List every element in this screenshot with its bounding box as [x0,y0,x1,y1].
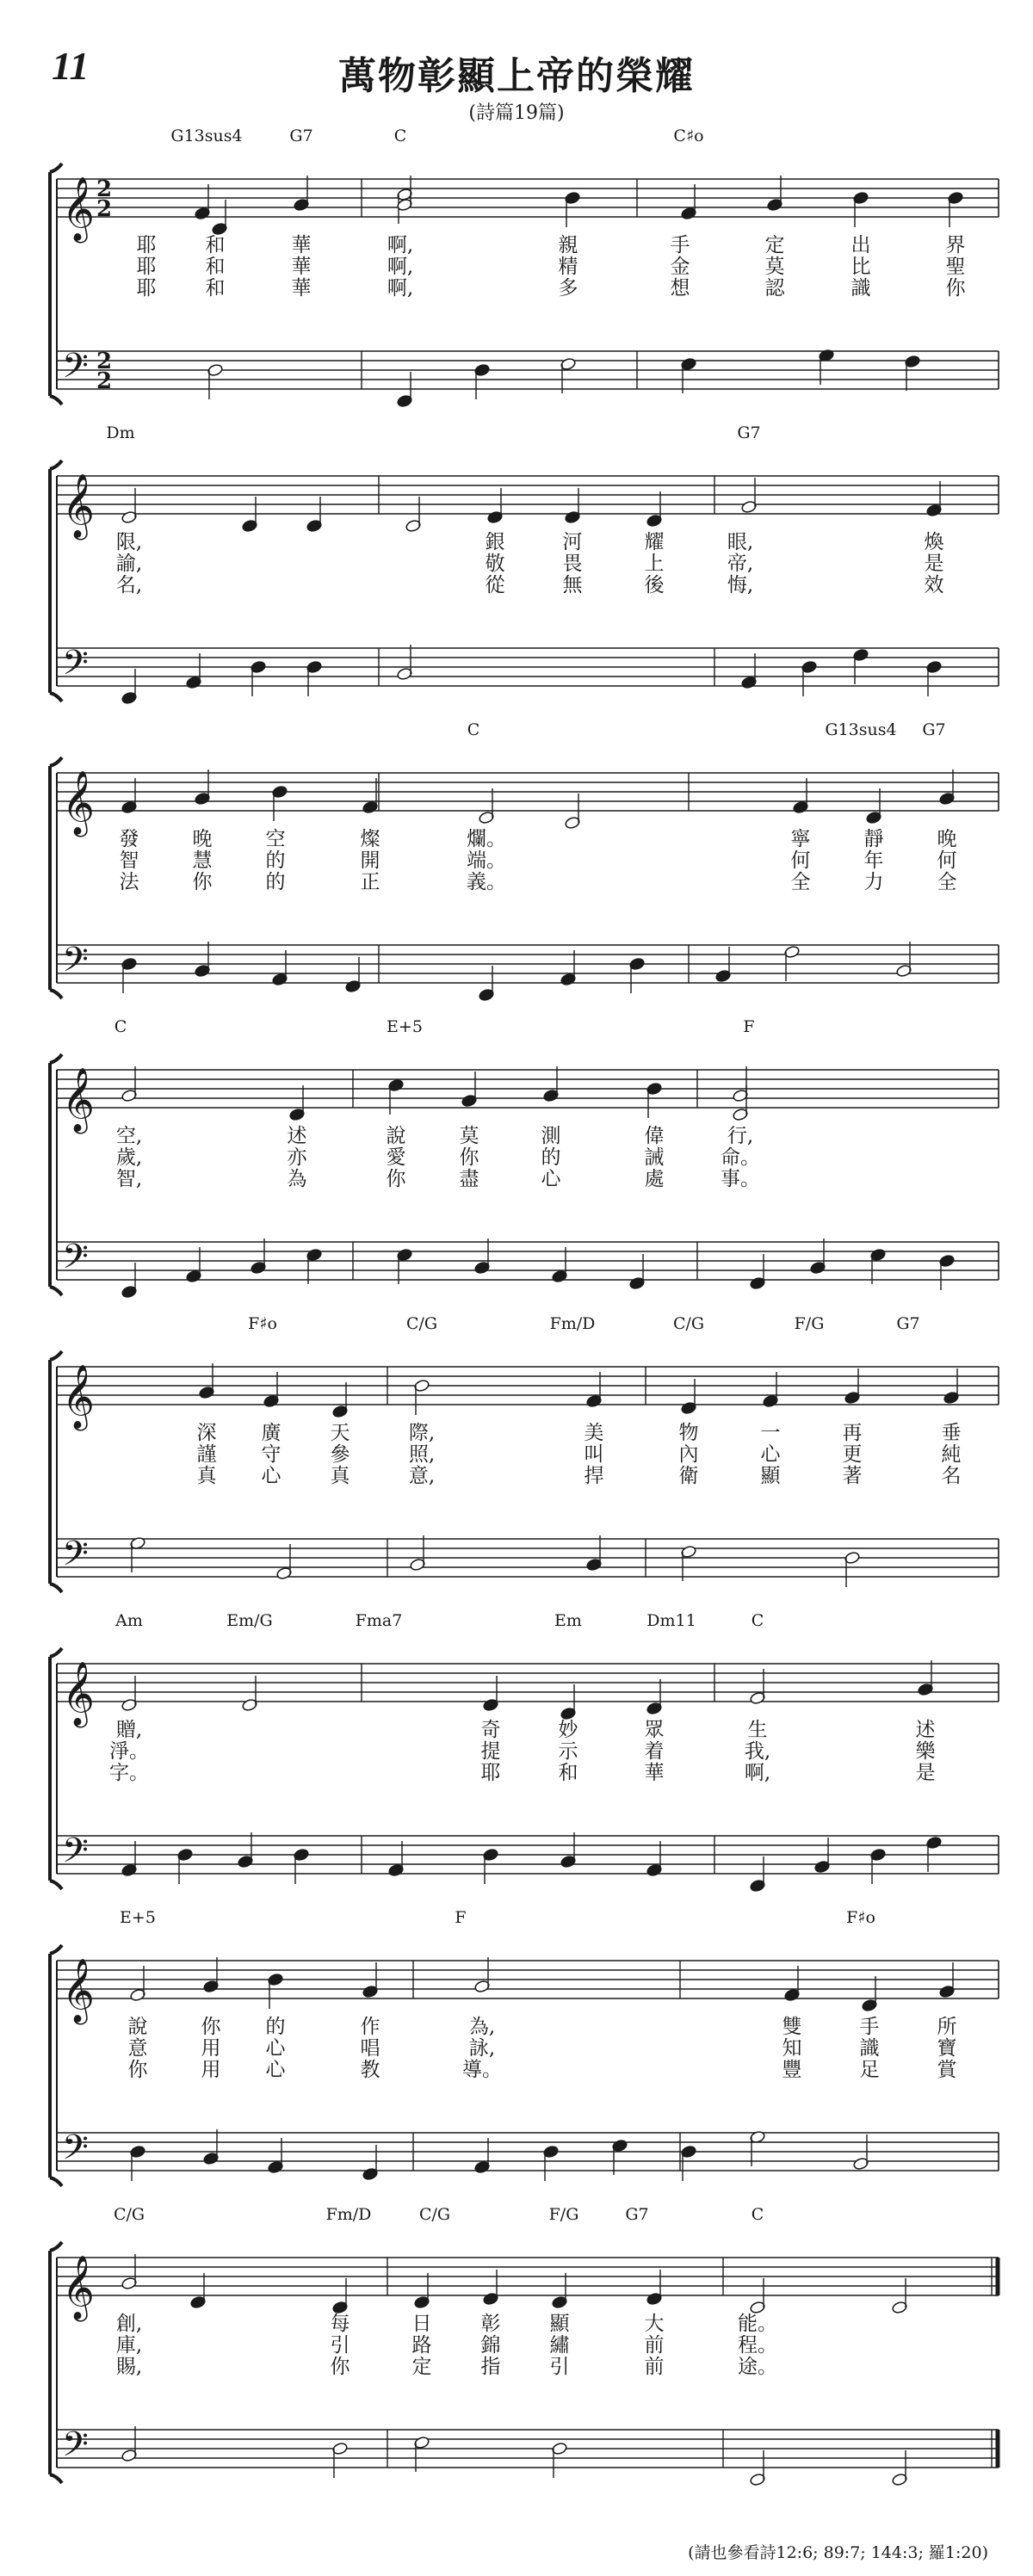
score-system [0,1317,1033,1618]
lyric-syllable: 奇 [480,1719,501,1741]
lyric-syllable: 是 [915,1762,936,1784]
lyric-syllable: 天 [330,1422,350,1444]
lyric-syllable: 年 [863,849,884,872]
lyric-syllable: 賞 [937,2059,957,2081]
bass-clef-icon: 𝄢 [62,643,89,691]
lyric-syllable: 和 [558,1762,578,1784]
lyric-syllable: 創, [115,2313,143,2335]
lyric-syllable: 智 [119,849,139,872]
chord-symbol: F [455,1911,467,1927]
bass-clef-icon: 𝄢 [62,2425,89,2473]
bass-clef-icon: 𝄢 [62,346,89,394]
score-system [0,2208,1033,2509]
lyric-syllable: 無 [562,574,583,596]
lyric-syllable: 衛 [678,1465,699,1487]
lyric-syllable: 愛 [386,1146,406,1169]
lyric-syllable: 後 [644,574,665,596]
lyric-syllable: 引 [330,2334,350,2357]
lyric-syllable: 偉 [644,1125,665,1147]
lyric-syllable: 河 [562,531,583,553]
time-signature-bottom: 2 [96,368,113,394]
bass-clef-icon: 𝄢 [62,1534,89,1582]
lyric-syllable: 的 [265,871,286,893]
lyric-syllable: 的 [265,849,286,872]
lyric-syllable: 更 [842,1443,863,1466]
bass-clef-icon: 𝄢 [62,1831,89,1879]
lyric-syllable: 比 [851,256,871,278]
chord-symbol: C [114,1020,127,1036]
lyric-syllable: 測 [541,1125,561,1147]
chord-symbol: Fm/D [549,1317,596,1333]
chord-symbol: G7 [289,129,313,145]
lyric-syllable: 帝, [727,553,754,575]
lyric-syllable: 繡 [549,2334,570,2357]
lyric-syllable: 親 [558,234,578,256]
chord-symbol: F♯o [846,1911,875,1927]
score-system [0,1020,1033,1321]
treble-clef-icon: 𝄞 [62,2256,95,2320]
lyric-syllable: 一 [760,1422,781,1444]
lyric-syllable: 你 [386,1168,406,1190]
treble-clef-icon: 𝄞 [62,1959,95,2023]
lyric-syllable: 所 [937,2016,957,2038]
lyric-syllable: 每 [330,2313,350,2335]
treble-clef-icon: 𝄞 [62,474,95,538]
chord-symbol: Em/G [226,1614,273,1630]
lyric-syllable: 淨。 [109,1740,149,1763]
lyric-syllable: 手 [670,234,690,256]
lyric-syllable: 處 [644,1168,665,1190]
lyric-syllable: 引 [549,2356,570,2378]
score-system [0,1911,1033,2212]
lyric-syllable: 生 [747,1719,768,1741]
system-svg [0,1614,1033,1915]
lyric-syllable: 錦 [480,2334,501,2357]
score-system [0,1614,1033,1915]
lyric-syllable: 端。 [467,849,506,872]
lyric-syllable: 聖 [945,256,966,278]
chord-symbol: C♯o [673,129,704,145]
lyric-syllable: 敬 [485,553,505,575]
chord-symbol: Fma7 [355,1614,403,1630]
chord-symbol: G13sus4 [170,129,243,145]
lyric-syllable: 為, [468,2016,496,2038]
bass-clef-icon: 𝄢 [62,940,89,988]
lyric-syllable: 銀 [485,531,505,553]
lyric-syllable: 廣 [261,1422,281,1444]
lyric-syllable: 多 [558,277,578,300]
lyric-syllable: 你 [127,2059,148,2081]
chord-symbol: C [467,723,480,739]
lyric-syllable: 盡 [459,1168,479,1190]
lyric-syllable: 眼, [727,531,754,553]
lyric-syllable: 說 [127,2016,148,2038]
lyric-syllable: 真 [196,1465,217,1487]
lyric-syllable: 日 [411,2313,432,2335]
lyric-syllable: 正 [360,871,380,893]
lyric-syllable: 大 [644,2313,665,2335]
chord-symbol: Em [554,1614,582,1630]
lyric-syllable: 導。 [462,2059,502,2081]
lyric-syllable: 你 [459,1146,479,1169]
lyric-syllable: 你 [945,277,966,300]
lyric-syllable: 內 [678,1443,699,1466]
chord-symbol: E+5 [387,1020,423,1036]
lyric-syllable: 程。 [738,2334,777,2357]
hymn-number: 11 [52,44,90,88]
lyric-syllable: 何 [790,849,811,872]
lyric-syllable: 誡 [644,1146,665,1169]
lyric-syllable: 謹 [196,1443,217,1466]
lyric-syllable: 名 [941,1465,962,1487]
lyric-syllable: 法 [119,871,139,893]
lyric-syllable: 足 [859,2059,880,2081]
lyric-syllable: 能。 [738,2313,777,2335]
chord-symbol: C [751,2208,764,2224]
lyric-syllable: 定 [411,2356,432,2378]
lyric-syllable: 耶 [136,256,157,278]
lyric-syllable: 全 [937,871,957,893]
lyric-syllable: 精 [558,256,578,278]
bass-clef-icon: 𝄢 [62,1237,89,1285]
score-system [0,426,1033,727]
lyric-syllable: 啊, [387,234,414,256]
lyric-syllable: 行, [727,1125,754,1147]
lyric-syllable: 用 [201,2059,221,2081]
chord-symbol: C [393,129,407,145]
chord-symbol: Fm/D [325,2208,372,2224]
lyric-syllable: 莫 [764,256,785,278]
lyric-syllable: 手 [859,2016,880,2038]
system-svg [0,426,1033,727]
lyric-syllable: 眾 [644,1719,665,1741]
lyric-syllable: 力 [863,871,884,893]
lyric-syllable: 華 [291,256,312,278]
lyric-syllable: 顯 [760,1465,781,1487]
lyric-syllable: 華 [291,234,312,256]
lyric-syllable: 心 [265,2037,286,2060]
system-svg [0,1020,1033,1321]
lyric-syllable: 心 [261,1465,281,1487]
chord-symbol: G7 [922,723,946,739]
lyric-syllable: 顯 [549,2313,570,2335]
lyric-syllable: 着 [644,1740,665,1763]
chord-symbol: C/G [418,2208,451,2224]
lyric-syllable: 照, [408,1443,436,1466]
time-signature-top: 2 [96,349,113,374]
lyric-syllable: 心 [541,1168,561,1190]
lyric-syllable: 畏 [562,553,583,575]
lyric-syllable: 的 [541,1146,561,1169]
lyric-syllable: 悔, [727,574,754,596]
lyric-syllable: 事。 [721,1168,760,1190]
lyric-syllable: 教 [360,2059,380,2081]
chord-symbol: G7 [737,426,761,442]
hymn-subtitle: (詩篇19篇) [468,102,565,124]
chord-symbol: Dm [106,426,135,442]
lyric-syllable: 彰 [480,2313,501,2335]
chord-symbol: G7 [896,1317,920,1333]
lyric-syllable: 心 [760,1443,781,1466]
chord-symbol: F/G [794,1317,825,1333]
lyric-syllable: 啊, [387,256,414,278]
lyric-syllable: 著 [842,1465,863,1487]
lyric-syllable: 的 [265,2016,286,2038]
lyric-syllable: 耶 [480,1762,501,1784]
lyric-syllable: 發 [119,828,139,850]
lyric-syllable: 煥 [924,531,944,553]
lyric-syllable: 何 [937,849,957,872]
chord-symbol: F [743,1020,755,1036]
chord-symbol: G13sus4 [825,723,897,739]
lyric-syllable: 效 [924,574,944,596]
lyric-syllable: 物 [678,1422,699,1444]
score-system [0,129,1033,430]
lyric-syllable: 華 [644,1762,665,1784]
hymn-title: 萬物彰顯上帝的榮耀 [338,54,695,98]
lyric-syllable: 晚 [937,828,957,850]
lyric-syllable: 空 [265,828,286,850]
lyric-syllable: 是 [924,553,944,575]
chord-symbol: C/G [405,1317,438,1333]
lyric-syllable: 和 [205,256,226,278]
lyric-syllable: 意, [408,1465,436,1487]
lyric-syllable: 你 [192,871,213,893]
lyric-syllable: 歲, [115,1146,143,1169]
lyric-syllable: 你 [330,2356,350,2378]
lyric-syllable: 意 [127,2037,148,2060]
lyric-syllable: 慧 [192,849,213,872]
lyric-syllable: 寧 [790,828,811,850]
lyric-syllable: 再 [842,1422,863,1444]
lyric-syllable: 認 [764,277,785,300]
lyric-syllable: 純 [941,1443,962,1466]
treble-clef-icon: 𝄞 [62,771,95,835]
lyric-syllable: 參 [330,1443,350,1466]
system-svg [0,723,1033,1024]
lyric-syllable: 耶 [136,234,157,256]
lyric-syllable: 靜 [863,828,884,850]
lyric-syllable: 心 [265,2059,286,2081]
lyric-syllable: 爛。 [467,828,506,850]
lyric-syllable: 雙 [782,2016,802,2038]
bass-clef-icon: 𝄢 [62,2128,89,2176]
chord-symbol: E+5 [120,1911,156,1927]
treble-clef-icon: 𝄞 [62,1662,95,1726]
lyric-syllable: 名, [115,574,143,596]
lyric-syllable: 用 [201,2037,221,2060]
chord-symbol: Dm11 [646,1614,696,1630]
lyric-syllable: 你 [201,2016,221,2038]
chord-symbol: F♯o [248,1317,277,1333]
lyric-syllable: 識 [859,2037,880,2060]
lyric-syllable: 述 [915,1719,936,1741]
lyric-syllable: 字。 [109,1762,149,1784]
lyric-syllable: 守 [261,1443,281,1466]
time-signature-bottom: 2 [96,196,113,222]
lyric-syllable: 我, [744,1740,771,1763]
lyric-syllable: 唱 [360,2037,380,2060]
lyric-syllable: 前 [644,2356,665,2378]
system-svg [0,129,1033,430]
system-svg [0,2208,1033,2509]
lyric-syllable: 美 [584,1422,604,1444]
lyric-syllable: 華 [291,277,312,300]
lyric-syllable: 叫 [584,1443,604,1466]
lyric-syllable: 啊, [744,1762,771,1784]
lyric-syllable: 出 [851,234,871,256]
lyric-syllable: 亦 [287,1146,307,1169]
treble-clef-icon: 𝄞 [62,177,95,241]
lyric-syllable: 界 [945,234,966,256]
lyric-syllable: 路 [411,2334,432,2357]
time-signature-top: 2 [96,176,113,202]
lyric-syllable: 贈, [115,1719,143,1741]
lyric-syllable: 際, [408,1422,436,1444]
chord-symbol: G7 [625,2208,649,2224]
lyric-syllable: 為 [287,1168,307,1190]
lyric-syllable: 真 [330,1465,350,1487]
lyric-syllable: 前 [644,2334,665,2357]
lyric-syllable: 晚 [192,828,213,850]
system-svg [0,1911,1033,2212]
scripture-reference: (請也參看詩12:6; 89:7; 144:3; 羅1:20) [688,2543,988,2562]
lyric-syllable: 詠, [468,2037,496,2060]
lyric-syllable: 義。 [467,871,506,893]
lyric-syllable: 智, [115,1168,143,1190]
chord-symbol: F/G [548,2208,579,2224]
score-system [0,723,1033,1024]
lyric-syllable: 定 [764,234,785,256]
lyric-syllable: 空, [115,1125,143,1147]
lyric-syllable: 耶 [136,277,157,300]
lyric-syllable: 庫, [115,2334,143,2357]
lyric-syllable: 作 [360,2016,380,2038]
chord-symbol: C/G [113,2208,145,2224]
system-svg [0,1317,1033,1618]
treble-clef-icon: 𝄞 [62,1068,95,1132]
lyric-syllable: 識 [851,277,871,300]
lyric-syllable: 上 [644,553,665,575]
lyric-syllable: 說 [386,1125,406,1147]
lyric-syllable: 命。 [721,1146,760,1169]
lyric-syllable: 指 [480,2356,501,2378]
lyric-syllable: 述 [287,1125,307,1147]
lyric-syllable: 提 [480,1740,501,1763]
chord-symbol: C/G [672,1317,705,1333]
lyric-syllable: 啊, [387,277,414,300]
treble-clef-icon: 𝄞 [62,1365,95,1429]
lyric-syllable: 限, [115,531,143,553]
lyric-syllable: 耀 [644,531,665,553]
lyric-syllable: 捍 [584,1465,604,1487]
lyric-syllable: 賜, [115,2356,143,2378]
chord-symbol: C [751,1614,764,1630]
lyric-syllable: 莫 [459,1125,479,1147]
lyric-syllable: 全 [790,871,811,893]
lyric-syllable: 燦 [360,828,380,850]
lyric-syllable: 深 [196,1422,217,1444]
lyric-syllable: 途。 [738,2356,777,2378]
chord-symbol: Am [115,1614,143,1630]
lyric-syllable: 金 [670,256,690,278]
lyric-syllable: 開 [360,849,380,872]
lyric-syllable: 諭, [115,553,143,575]
lyric-syllable: 從 [485,574,505,596]
lyric-syllable: 樂 [915,1740,936,1763]
lyric-syllable: 和 [205,234,226,256]
lyric-syllable: 妙 [558,1719,578,1741]
lyric-syllable: 豐 [782,2059,802,2081]
lyric-syllable: 知 [782,2037,802,2060]
lyric-syllable: 寶 [937,2037,957,2060]
lyric-syllable: 垂 [941,1422,962,1444]
lyric-syllable: 想 [670,277,690,300]
lyric-syllable: 和 [205,277,226,300]
lyric-syllable: 示 [558,1740,578,1763]
